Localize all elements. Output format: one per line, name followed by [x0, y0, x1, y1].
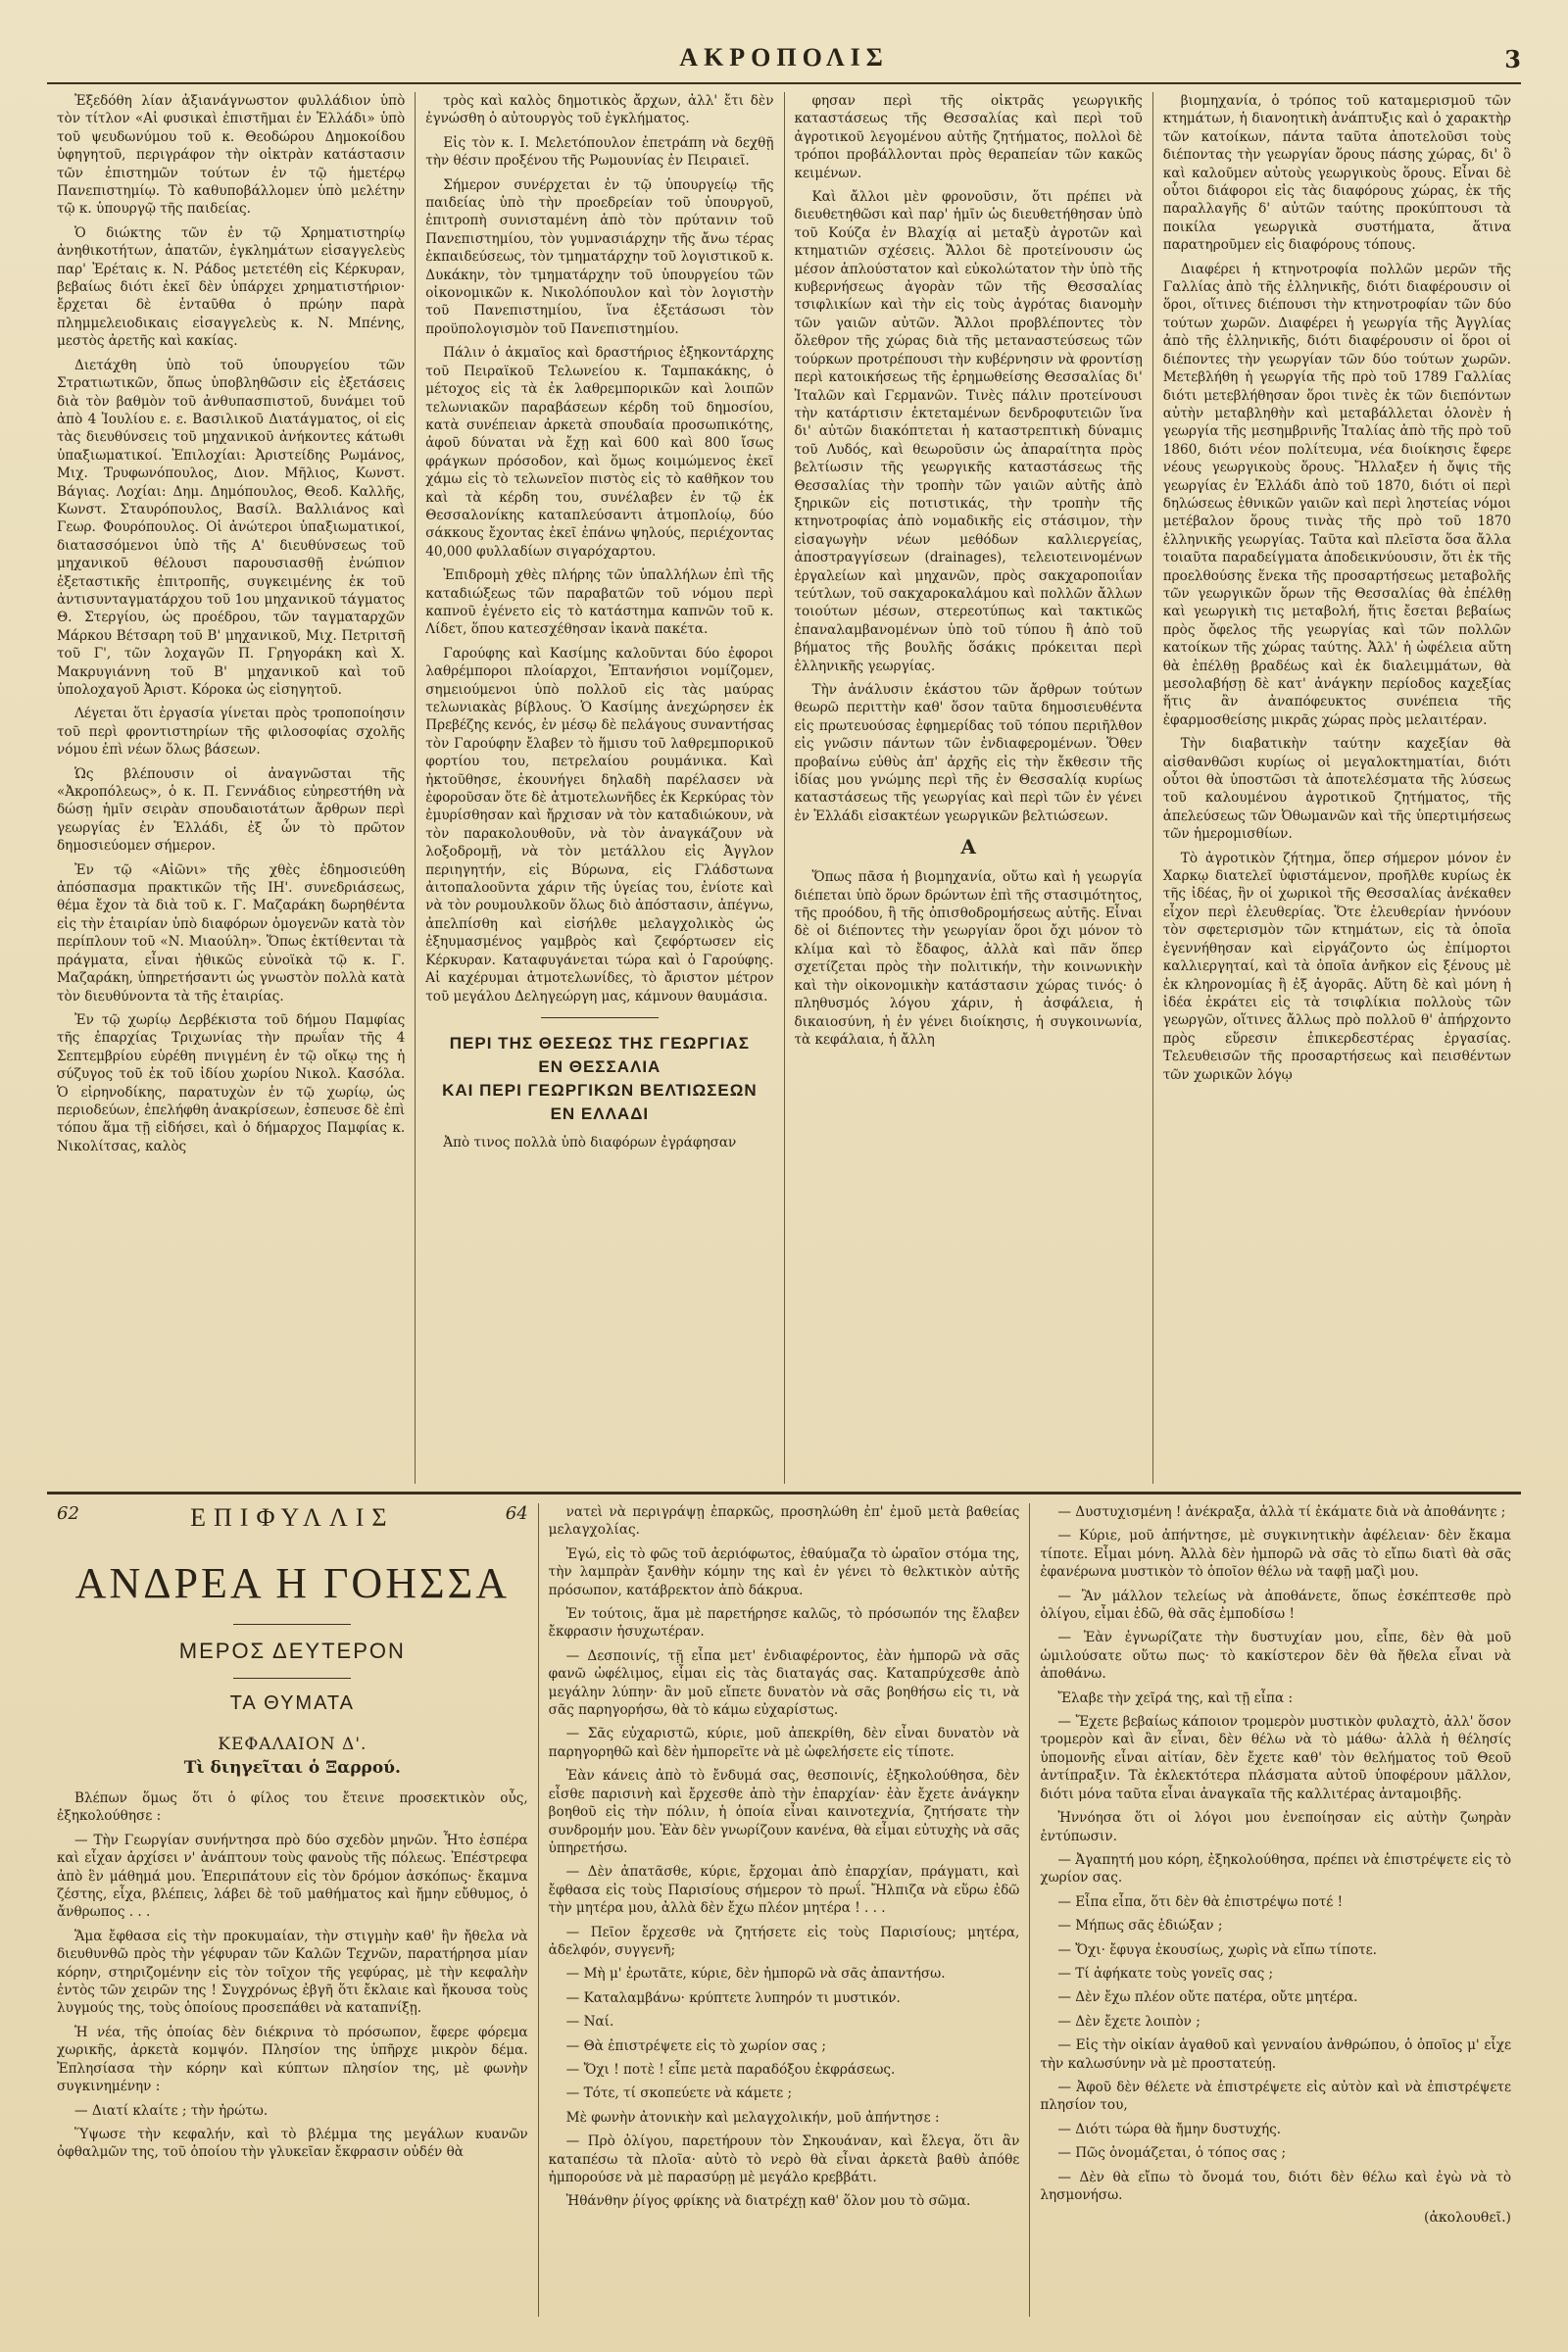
paragraph: — Κύριε, μοῦ ἀπήντησε, μὲ συγκινητικὴν ἀφέλειαν· δὲν ἔκαμα τίποτε. Εἶμαι μόνη. Ἀλλὰ δὲν ἠμπορῶ νὰ σᾶς τὸ εἴπω διατὶ θὰ σᾶς ἐφανέρωνα μυστικὸν τὸ ὁποῖον θέλω νὰ ταφῇ μαζὶ μου.: [1040, 1528, 1512, 1581]
paragraph: — Μήπως σᾶς ἐδιώξαν ;: [1057, 1918, 1223, 1935]
paragraph: Σήμερον συνέρχεται ἐν τῷ ὑπουργείῳ τῆς παιδείας ὑπὸ τὴν προεδρείαν τοῦ ὑπουργοῦ, ἐπιτροπὴ συνισταμένη ἀπὸ τὸν πρύτανιν τοῦ Πανεπιστημίου, τὸν γυμνασιάρχην τῆς ἄνω τέρας ἐκπαιδεύσεως, τὸν τμηματάρχην τοῦ λογιστικοῦ κ. Δυκάκην, τὸν τμηματάρχην τοῦ ὑπουργείου τῶν οἰκονομικῶν κ. Νικολόπουλον καὶ τὸν λογιστὴν τοῦ Πανεπιστημίου, ἵνα ἐξετάσωσι τὸν προϋπολογισμὸν τοῦ Πανεπιστημίου.: [425, 176, 774, 337]
feuilleton-label: ΕΠΙΦΥΛΛΙΣ: [190, 1503, 395, 1532]
feuilleton-rule: [47, 1492, 1521, 1494]
paragraph: — Εἰς τὴν οἰκίαν ἀγαθοῦ καὶ γενναίου ἀνθρώπου, ὁ ὁποῖος μ' εἶχε τὴν καλωσύνην νὰ μὲ προστατεύῃ.: [1040, 2037, 1512, 2072]
paragraph: — Ἐὰν ἐγνωρίζατε τὴν δυστυχίαν μου, εἶπε, δὲν θὰ μοῦ ὡμιλούσατε οὕτω πως· τὸ κακίστερον δὲν θὰ ἤθελα εἶναι νὰ ἀποθάνω.: [1040, 1630, 1512, 1683]
paragraph: Ὡς βλέπουσιν οἱ ἀναγνῶσται τῆς «Ἀκροπόλεως», ὁ κ. Π. Γεννάδιος εὐηρεστήθη νὰ δώσῃ ἡμῖν σειρὰν σπουδαιοτάτων ἄρθρων περὶ γεωργίας ἐν Ἑλλάδι, ἐξ ὧν τὸ πρῶτον δημοσιεύομεν σήμερον.: [57, 765, 406, 855]
feuilleton-header: [57, 1503, 528, 1533]
paragraph: φησαν περὶ τῆς οἰκτρᾶς γεωργικῆς καταστάσεως τῆς Θεσσαλίας καὶ περὶ τοῦ ἀγροτικοῦ λεγομένου αὐτῆς ζητήματος, πολλοὶ δὲ τρόποι προβάλλονται πρὸς θεραπείαν τῶν κακῶς κειμένων.: [794, 93, 1143, 181]
feuilleton-number-right: 64: [505, 1503, 528, 1524]
paragraph: — Θὰ ἐπιστρέψετε εἰς τὸ χωρίον σας ;: [565, 2037, 826, 2054]
paragraph: Ἅμα ἔφθασα εἰς τὴν προκυμαίαν, τὴν στιγμὴν καθ' ἣν ἤθελα νὰ διευθυνθῶ πρὸς τὴν γέφυραν τῶν Καλῶν Τεχνῶν, παρατήρησα μίαν κόρην, στηριζομένην εἰς τὸν τοῖχον τῆς γεφύρας, μὲ τὴν κεφαλὴν ἐντὸς τῶν χειρῶν της ! Συγχρόνως ἐβγῆ ὅτι ἔκλαιε καὶ ἤκουσα τοὺς λυγμούς της, τοὺς ὁποίους προσεπάθει νὰ καταπνίξῃ.: [57, 1928, 528, 2017]
chapter-number: ΚΕΦΑΛΑΙΟΝ Δ'.: [218, 1735, 368, 1754]
novel-title: ΑΝΔΡΕΑ Η ΓΟΗΣΣΑ: [74, 1559, 510, 1607]
paragraph: Τὴν ἀνάλυσιν ἑκάστου τῶν ἄρθρων τούτων θεωρῶ περιττὴν καθ' ὅσον ταῦτα δημοσιευθέντα εἰς πρωτευούσας ἐφημερίδας τοῦ τόπου περιῆλθον εἰς γνῶσιν πάντων τῶν ἐνδιαφερομένων. Ὅθεν προβαίνω εὐθὺς ἀπ' ἀρχῆς εἰς τὴν ἔκθεσιν τῆς ἰδίας μου γνώμης περὶ τῆς ἐν Θεσσαλίᾳ κυρίως καταστάσεως τῆς γεωργίας καὶ περὶ τῶν ἐν γένει ἐν Ἑλλάδι εἰσακτέων γεωργικῶν βελτιώσεων.: [794, 682, 1143, 824]
paragraph: — Δυστυχισμένη ! ἀνέκραξα, ἀλλὰ τί ἐκάματε διὰ νὰ ἀποθάνητε ;: [1057, 1504, 1506, 1520]
paragraph: Ἠθάνθην ῥίγος φρίκης νὰ διατρέχῃ καθ' ὅλον μου τὸ σῶμα.: [565, 2193, 971, 2210]
page-header: [47, 39, 1521, 78]
headline-line: ΕΝ ΕΛΛΑΔΙ: [550, 1103, 650, 1123]
paragraph: Λέγεται ὅτι ἐργασία γίνεται πρὸς τροποποίησιν τοῦ περὶ φροντιστηρίων τῆς φιλοσοφίας σχολῆς νόμου ἐπὶ νέων ὅλως βάσεων.: [57, 706, 406, 759]
paragraph: Βλέπων ὅμως ὅτι ὁ φίλος του ἔτεινε προσεκτικὸν οὖς, ἐξηκολούθησε :: [57, 1790, 528, 1825]
paragraph: — Τὴν Γεωργίαν συνήντησα πρὸ δύο σχεδὸν μηνῶν. Ἦτο ἑσπέρα καὶ εἶχαν ἀρχίσει ν' ἀνάπτουν τοὺς φανοὺς τῆς πόλεως. Ἐπέστρεφα ἀπὸ ἓν μάθημά μου. Ἐπεριπάτουν εἰς τὸν δρόμον ἀσκόπως· ἔκαμνα ζέστης, εἶχα, βλέπεις, λάβει δὲ τοῦ μαθήματος καὶ ἤμην εὔθυμος, ὁ ἄνθρωπος . . .: [57, 1832, 528, 1921]
paragraph: — Καταλαμβάνω· κρύπτετε λυπηρόν τι μυστικόν.: [565, 1989, 901, 2006]
paragraph: — Διατί κλαίτε ; τὴν ἠρώτω.: [74, 2102, 269, 2119]
section-letter: Α: [960, 835, 976, 859]
novel-part: ΜΕΡΟΣ ΔΕΥΤΕΡΟΝ: [178, 1639, 406, 1663]
paragraph: τρὸς καὶ καλὸς δημοτικὸς ἄρχων, ἀλλ' ἔτι δὲν ἐγνώσθη ὁ αὐτουργὸς τοῦ ἐγκλήματος.: [425, 93, 774, 127]
paragraph: — Σᾶς εὐχαριστῶ, κύριε, μοῦ ἀπεκρίθη, δὲν εἶναι δυνατὸν νὰ παρηγορηθῶ καὶ δὲν ἠμπορεῖτε νὰ μὲ ὠφελήσετε εἰς τίποτε.: [548, 1726, 1020, 1760]
headline-line: ΠΕΡΙ ΤΗΣ ΘΕΣΕΩΣ ΤΗΣ ΓΕΩΡΓΙΑΣ: [449, 1033, 750, 1053]
news-column-3-items-b: [795, 868, 1143, 1049]
paragraph: — Ὄχι ! ποτὲ ! εἶπε μετὰ παραδόξου ἐκφράσεως.: [565, 2061, 896, 2078]
paragraph: Διαφέρει ἡ κτηνοτροφία πολλῶν μερῶν τῆς Γαλλίας ἀπὸ τῆς ἑλληνικῆς, διότι διαφέρουσιν οἱ ὅροι, οἵτινες διέπουσι τὴν κτηνοτροφίαν τῶν δύο τούτων χωρῶν. Διαφέρει ἡ γεωργία τῆς Ἀγγλίας ἀπὸ τῆς ἑλληνικῆς, διότι διαφέρουσιν οἱ ὅροι οἱ διέποντες τὴν γεωργίαν τῶν δύο τούτων χωρῶν. Μετεβλήθη ἡ γεωργία τῆς πρὸ τοῦ 1789 Γαλλίας διότι μετεβλήθησαν ὅροι τινὲς ἐκ τῶν διεπόντων αὐτὴν μεταβληθὴν καὶ μεταβάλλεται ὁλονὲν ἡ γεωργία τῆς μεσημβρινῆς Ἰταλίας ἀπὸ τῆς πρὸ τοῦ 1860, διότι νέον πολίτευμα, νέα διοίκησις ἔφερε νέους γεωργικοὺς ὅρους. Ἤλλαξεν ἡ ὄψις τῆς γεωργίας ἐν Ἑλλάδι ἀπὸ τοῦ 1870, διότι οἱ περὶ δηλώσεως ἐθνικῶν γαιῶν καὶ περὶ ληστείας νόμοι μετέβαλον ὅρους τινὰς τῆς πρὸ τοῦ 1870 ἑλληνικῆς γεωργίας. Ταῦτα καὶ πλεῖστα ὅσα ἄλλα τοιαῦτα παραδείγματα ἀποδεικνύουσιν, ὅτι ἐκ τῆς προελθούσης ἕνεκα τῆς προσαρτήσεως μεταβολῆς τῶν γεωργικῶν ὅρων τῆς Θεσσαλίας θὰ ἐπέλθῃ καὶ γεωργικὴ τις μεταβολή, ἥτις ἔσεται βεβαίως πρὸς ὄφελος τῆς γεωργίας καὶ τῶν πολλῶν κατοίκων τῆς χώρας ταύτης. Ἀλλ' ἡ ὠφέλεια αὕτη θὰ ἐπέλθῃ βραδέως καὶ ἐκ διαλειμμάτων, θὰ μεσολαβήσῃ δὲ κατ' ἀνάγκην περίοδος καχεξίας ἥτις ἂν ἀναπόφευκτος συνέπεια τῆς ἐφαρμοσθείσης μικρᾶς χώρας πρὸς μελαιτέραν.: [1162, 261, 1511, 728]
news-column-3: [784, 92, 1152, 1484]
feuilleton-column-2: [538, 1503, 1030, 2317]
paragraph: — Πρὸ ὀλίγου, παρετήρουν τὸν Σηκουάναν, καὶ ἔλεγα, ὅτι ἂν καταπέσω τὰ πλοῖα· αὐτὸ τὸ νερὸ θὰ εἶναι ἀρκετὰ βαθὺ ἀπόθε ἠμπορούσε νὰ μὲ παρασύρῃ μὲ μεγάλο κρεββάτι.: [548, 2133, 1020, 2185]
article-lead: Ἀπὸ τινος πολλὰ ὑπὸ διαφόρων ἐγράφησαν: [443, 1134, 737, 1151]
paragraph: — Δὲν ἔχετε λοιπὸν ;: [1057, 2013, 1200, 2030]
page-number: 3: [1504, 45, 1521, 74]
paragraph: Ἐξεδόθη λίαν ἀξιανάγνωστον φυλλάδιον ὑπὸ τὸν τίτλον «Αἱ φυσικαὶ ἐπιστῆμαι ἐν Ἑλλάδι» ὑπὸ τοῦ ψευδωνύμου τοῦ κ. Θεοδώρου Δημοκοίδου ὑφηγητοῦ, περιγράφον τὴν οἰκτρὰν κατάστασιν τῶν ἐπιστημῶν τούτων ἐν τῷ ἡμετέρῳ Πανεπιστημίῳ. Τὸ καθυποβάλλομεν ὑπὸ μελέτην τῷ κ. ὑπουργῷ τῆς παιδείας.: [57, 93, 406, 218]
header-rule: [47, 82, 1521, 84]
paragraph: — Ὄχι· ἔφυγα ἐκουσίως, χωρὶς νὰ εἴπω τίποτε.: [1057, 1941, 1378, 1958]
paragraph: Πάλιν ὁ ἀκμαῖος καὶ δραστήριος ἐξηκοντάρχης τοῦ Πειραϊκοῦ Τελωνείου κ. Ταμπακάκης, ὁ μέτοχος εἰς τὰ ἐκ λαθρεμπορικῶν καὶ λοιπῶν τελωνιακῶν παραβάσεων κέρδη τοῦ δημοσίου, κατὰ συνέπειαν ἀρκετὰ σπουδαία προσωπικότης, ἀφοῦ δύναται νὰ ἔχῃ καὶ 600 καὶ 800 ἴσως φράγκων πρόσοδον, καὶ ὅμως κοιμώμενος ἐκεῖ χάμω εἰς τὸ τελωνεῖον πιστὸς εἰς τὸ καθῆκον του καὶ τὰ κέρδη του, συνέλαβεν ἐν τῷ ἐκ Θεσσαλονίκης καταπλεύσαντι ἀτμοπλοίῳ, δύο σάκκους ἔχοντας ἐκεῖ ἐπάνω ψηλούς, περιέχοντας 40,000 φυλλαδίων σιγαρόχαρτου.: [425, 345, 774, 560]
separator: [233, 1624, 351, 1625]
feuilleton: [47, 1503, 1521, 2317]
news-column-2-items: [425, 92, 773, 1005]
paragraph: Ἐγώ, εἰς τὸ φῶς τοῦ ἀεριόφωτος, ἐθαύμαζα τὸ ὡραῖον στόμα της, τὴν λαμπρὰν ξανθὴν κόμην της καὶ ἐν γένει τὸ θελκτικὸν αὐτῆς πρόσωπον, κατάβρεκτον ἀπὸ δάκρυα.: [548, 1545, 1020, 1598]
paragraph: — Ἀφοῦ δὲν θέλετε νὰ ἐπιστρέψετε εἰς αὐτὸν καὶ νὰ ἐπιστρέψετε πλησίον του,: [1040, 2079, 1512, 2114]
paragraph: Τὸ ἀγροτικὸν ζήτημα, ὅπερ σήμερον μόνον ἐν Χαρκῳ διατελεῖ ὑφιστάμενον, προῆλθε κυρίως ἐκ τῆς ἰδέας, ἣν οἱ χωρικοὶ τῆς Θεσσαλίας ἀνέκαθεν εἶχον περὶ ἐλευθερίας. Ὅτε ἐλευθερίαν ἠννόουν τὸν σφετερισμὸν τῶν κτημάτων, εἰς τὰ ὁποῖα ἐγεννήθησαν καὶ εἰργάζοντο ὡς ἐπίμορτοι καλλιεργηταί, καὶ τὰ ὁποῖα ἀνῆκον εἰς ξένους μὲ ἐκ κληρονομίας ἢ ἐξ ἀγορᾶς. Αὕτη δὲ καὶ μόνη ἡ ἰδέα ἐκράτει εἰς τὰ τσιφλίκια πολλοὺς τῶν γεωργῶν, οἵτινες ἄλλως πρὸ πολλοῦ θ' ἀπήρχοντο πρὸς εὕρεσιν ἐπικερδεστέρας ἐργασίας. Τελευθεισῶν τῆς προσαρτήσεως καὶ πεισθέντων τῶν χωρικῶν λόγῳ: [1162, 850, 1511, 1083]
paragraph: Ἐν τούτοις, ἅμα μὲ παρετήρησε καλῶς, τὸ πρόσωπόν της ἔλαβεν ἔκφρασιν ἡσυχωτέραν.: [548, 1606, 1020, 1641]
feuilleton-column-1: [47, 1503, 538, 2317]
paragraph: — Πῶς ὀνομάζεται, ὁ τόπος σας ;: [1057, 2145, 1287, 2162]
paragraph: — Πεῖον ἔρχεσθε νὰ ζητήσετε εἰς τοὺς Παρισίους; μητέρα, ἀδελφόν, συγγενῆ;: [548, 1924, 1020, 1958]
paragraph: Ἠννόησα ὅτι οἱ λόγοι μου ἐνεποίησαν εἰς αὐτὴν ζωηρὰν ἐντύπωσιν.: [1040, 1810, 1512, 1844]
news-column-1: [47, 92, 415, 1484]
news-column-4: [1152, 92, 1521, 1484]
paragraph: Καὶ ἄλλοι μὲν φρονοῦσιν, ὅτι πρέπει νὰ διευθετηθῶσι καὶ παρ' ἡμῖν ὡς διευθετήθησαν ὑπὸ τοῦ Κούζα ἐν Βλαχίᾳ αἱ μεταξὺ ἀγροτῶν καὶ κτηματιῶν σχέσεις. Ἄλλοι δὲ προτείνουσιν ὡς μέσον ἁπλούστατον καὶ εὐκολώτατον τὴν ὑπὸ τῆς κυβερνήσεως ἀγορὰν τῶν τῆς Θεσσαλίας τσιφλικίων καὶ τὴν εἰς τοὺς ἀγρότας διανομὴν τῶν γαιῶν αὐτῶν. Ἄλλοι προβλέποντες τὸν ὄλεθρον τῆς χώρας διὰ τῆς μεταναστεύσεως τῶν τούρκων προτρέπουσι τὴν κυβέρνησιν νὰ φροντίσῃ περὶ κατοικήσεως τῆς ἐρημωθείσης Θεσσαλίας δι' Ἰταλῶν καὶ Γερμανῶν. Τινὲς πάλιν προτείνουσι τὴν κατάρτισιν ἐκτεταμένων δενδροφυτειῶν ἵνα δι' αὐτῶν διακόπτεται ἡ καταστρεπτικὴ δύναμις τοῦ Λυδός, καὶ θεωροῦσιν ὡς ἀπαραίτητα πρὸς βελτίωσιν τῆς γεωργικῆς καταστάσεως τῆς Θεσσαλίας τὴν τροπὴν τῶν γαιῶν αὐτῆς ἀπὸ ξηρικῶν εἰς ποτιστικάς, τὴν τροπὴν τῆς κτηνοτροφίας ἀπὸ νομαδικῆς εἰς στάσιμον, τὴν εἰσαγωγὴν νέων μεθόδων καλλιεργείας, ἀποστραγγίσεων (drainages), τελειοτεινομένων ἐργαλείων καὶ μηχανῶν, πρὸς σακχαροποιΐαν τεύτλων, τοῦ σακχαροκαλάμου καὶ πολλῶν ἄλλων τοιούτων μέσων, στερεοτύπως καὶ τακτικῶς ἐπαναλαμβανομένων ὑπὸ τοῦ τύπου ἢ ἀπὸ τοῦ βήματος τῆς βουλῆς ὅσάκις πρόκειται περὶ ἑλληνικῆς γεωργίας.: [794, 189, 1143, 674]
paragraph: Ὁ διώκτης τῶν ἐν τῷ Χρηματιστηρίῳ ἀνηθικοτήτων, ἀπατῶν, ἐγκλημάτων εἰσαγγελεὺς παρ' Ἐρέταις κ. Ν. Ράδος μετετέθη εἰς Κέρκυραν, βεβαίως διότι ἐκεῖ δὲν ὑπάρχει χρηματιστήριον· ἔρχεται δὲ ἐνταῦθα ὁ πρώην παρὰ πλημμελειοδικαις εἰσαγγελεὺς κ. Ν. Μπένης, μεστὸς ἀρετῆς καὶ κακίας.: [57, 224, 406, 350]
feuilleton-column-3: [1029, 1503, 1521, 2317]
paragraph: Ἐὰν κάνεις ἀπὸ τὸ ἔνδυμά σας, θεσποινίς, ἐξηκολούθησα, δὲν εἶσθε παρισινὴ καὶ ἔρχεσθε ἀπὸ τὴν ἐπαρχίαν· ἐὰν ἔχετε ἀνάγκην βοηθοῦ εἰς τὴν πόλιν, ἡ ὁποία εἶναι καινοτεχνία, ζητήσατε τὴν συνδρομήν μου. Ἐὰν δὲν γνωρίζουν κανένα, θὰ εἶμαι εὐτυχὴς νὰ σᾶς ὑπηρετήσω.: [548, 1768, 1020, 1856]
paragraph: Ἐν τῷ «Αἰῶνι» τῆς χθὲς ἐδημοσιεύθη ἀπόσπασμα πρακτικῶν τῆς ΙΗ'. συνεδριάσεως, θέμα ἔχον τὰ διὰ τοῦ κ. Γ. Μαζαράκη δωρηθέντα εἰς τὴν ἑταιρίαν ὑπὸ διαφόρων ὁμογενῶν κατὰ τὸν περίπλουν τοῦ «Ν. Μιαούλη». Ὅπως ἐκτίθενται τὰ πράγματα, εἶναι ἠθικῶς εὐνοϊκὰ τῷ κ. Γ. Μαζαράκη, ὑπηρετήσαντι ὡς γνωστὸν πολλὰ κατὰ τὸν διευθύνοντα τὰ τῆς ἑταιρίας.: [57, 861, 406, 1004]
paragraph: Ἡ νέα, τῆς ὁποίας δὲν διέκρινα τὸ πρόσωπον, ἔφερε φόρεμα χωρικῆς, ἀρκετὰ κομψόν. Πλησίον της ὑπῆρχε μικρὸν δέμα. Ἐπλησίασα τὴν κόρην καὶ κύπτων πλησίον της, μὲ φωνὴν συγκινημένην :: [57, 2024, 528, 2095]
paragraph: Ἐπιδρομὴ χθὲς πλήρης τῶν ὑπαλλήλων ἐπὶ τῆς καταδιώξεως τῶν παραβατῶν τοῦ νόμου περὶ καπνοῦ ἐγένετο εἰς τὸ κατάστημα καπνῶν τοῦ κ. Λίδετ, ὅπου κατεσχέθησαν ἱκανὰ πακέτα.: [425, 567, 774, 638]
paragraph: — Δὲν ἀπατᾶσθε, κύριε, ἔρχομαι ἀπὸ ἐπαρχίαν, πράγματι, καὶ ἔφθασα εἰς τοὺς Παρισίους σήμερον τὸ πρωΐ. Ἤλπιζα νὰ εὕρω ἐδῶ τὴν μητέρα μου, ἀλλὰ δὲν ἔχω πλέον μητέρα ! . . .: [548, 1864, 1020, 1917]
feuilleton-column-1-text: [57, 1789, 528, 2162]
paragraph: βιομηχανία, ὁ τρόπος τοῦ καταμερισμοῦ τῶν κτημάτων, ἡ διανοητικὴ ἀνάπτυξις καὶ ὁ χαρακτὴρ τῶν κατοίκων, πάντα ταῦτα ἀποτελοῦσι τοὺς διέποντας τὴν γεωργίαν ὅρους πάσης χώρας, δι' ὃ καὶ καλοῦμεν αὐτοὺς γεωργικοὺς ὅρους. Εἶναι δὲ οὗτοι διάφοροι εἰς τὰς διαφόρους χώρας, ἐκ τῆς παραλλαγῆς δ' αὐτῶν ταύτης προκύπτουσι τὰ ποικίλα γεωργικὰ συστήματα, ἅτινα παρατηροῦμεν εἰς διαφόρους τόπους.: [1162, 93, 1511, 254]
paragraph: Εἰς τὸν κ. Ι. Μελετόπουλον ἐπετράπη νὰ δεχθῇ τὴν θέσιν προξένου τῆς Ρωμουνίας ἐν Πειραιεῖ.: [425, 134, 774, 170]
newspaper-title: ΑΚΡΟΠΟΛΙΣ: [679, 43, 889, 72]
news-column-3-items: [795, 92, 1143, 825]
article-headline: [425, 1032, 773, 1126]
separator: [233, 1678, 351, 1679]
paragraph: — Τότε, τί σκοπεύετε νὰ κάμετε ;: [565, 2085, 793, 2102]
paragraph: Μὲ φωνὴν ἀτονικὴν καὶ μελαγχολικήν, μοῦ ἀπήντησε :: [565, 2109, 940, 2126]
news-columns: [47, 92, 1521, 1484]
paragraph: νατεὶ νὰ περιγράψῃ ἐπαρκῶς, προσηλώθη ἐπ' ἐμοῦ μετὰ βαθείας μελαγχολίας.: [548, 1504, 1020, 1539]
novel-subtitle: ΤΑ ΘΥΜΑΤΑ: [229, 1692, 356, 1714]
paragraph: Ὕψωσε τὴν κεφαλήν, καὶ τὸ βλέμμα της μεγάλων κυανῶν ὀφθαλμῶν της, τοῦ ὁποίου τὴν γλυκεῖαν ἔκφρασιν οὐδέν θὰ: [57, 2126, 528, 2161]
paragraph: Ἐν τῷ χωρίῳ Δερβέκιστα τοῦ δήμου Παμφίας τῆς ἐπαρχίας Τριχωνίας τὴν πρωΐαν τῆς 4 Σεπτεμβρίου εὑρέθη πνιγμένη ἐν τῷ οἴκῳ της ἡ σύζυγος τοῦ ἐκ τοῦ ἰδίου χωρίου Νικολ. Κασόλα. Ὁ εἰρηνοδίκης, παρατυχὼν ἐν τῷ χωρίῳ, ὡς περιοδεύων, ἐπελήφθη ἀνακρίσεων, ἐσπευσε δὲ ἐπὶ τόπου ἅμα τῇ εἰδήσει, καὶ ὁ δήμαρχος Παμφίας κ. Νικολίτσας, καλὸς: [57, 1011, 406, 1154]
paragraph: Διετάχθη ὑπὸ τοῦ ὑπουργείου τῶν Στρατιωτικῶν, ὅπως ὑποβληθῶσιν εἰς ἐξετάσεις διὰ τὸν βαθμὸν τοῦ ἀνθυπασπιστοῦ, δυνάμει τοῦ ἀπὸ 4 Ἰουλίου ε. ε. Βασιλικοῦ Διατάγματος, οἱ εἰς τὰς διευθύνσεις τοῦ μηχανικοῦ ἀνήκοντες κάτωθι ὑπαξιωματικοί. Ἐπιλοχίαι: Ἀριστείδης Ρωμάνος, Μιχ. Τρυφωνόπουλος, Διον. Μῆλιος, Κωνστ. Βάγιας. Λοχίαι: Δημ. Δημόπουλος, Θεοδ. Καλλῆς, Κωνστ. Σταυρόπουλος, Βασίλ. Βαλλιάνος καὶ Γεωρ. Φουρόπουλος. Οἱ ἀνώτεροι ὑπαξιωματικοί, διατασσόμενοι ὑπὸ τῆς Α' διευθύνσεως τοῦ μηχανικοῦ θέλουσι παρουσιασθῇ ἐνώπιον ἐξεταστικῆς ἐπιτροπῆς, συγκειμένης ἐκ τοῦ ἀντισυνταγματάρχου τοῦ 1ου μηχανικοῦ τάγματος Θ. Στεργίου, ὡς προέδρου, τῶν ταγματαρχῶν Μάρκου Βέτσαρη τοῦ Β' μηχανικοῦ, Μιχ. Πετριτσῆ τοῦ Γ', τῶν λοχαγῶν Π. Γρηγοράκη καὶ Χ. Μακρυγιάννη τοῦ Β' μηχανικοῦ καὶ τοῦ ὑπολοχαγοῦ Ἀριστ. Κόροκα ὡς εἰσηγητοῦ.: [57, 357, 406, 698]
paragraph: — Εἶπα εἶπα, ὅτι δὲν θὰ ἐπιστρέψω ποτέ !: [1057, 1893, 1344, 1910]
paragraph: — Δὲν ἔχω πλέον οὔτε πατέρα, οὔτε μητέρα.: [1057, 1989, 1358, 2006]
paragraph: — Ἂν μάλλον τελείως νὰ ἀποθάνετε, ὅπως ἐσκέπτεσθε πρὸ ὀλίγου, εἶμαι ἐδῶ, θὰ σᾶς ἐμποδίσω !: [1040, 1588, 1512, 1623]
continued-note: (ἀκολουθεῖ.): [1424, 2210, 1512, 2227]
paragraph: Τὴν διαβατικὴν ταύτην καχεξίαν θὰ αἰσθανθῶσι κυρίως οἱ μεγαλοκτηματίαι, διότι οὗτοι θὰ ὑποστῶσι τὰ ἀποτελέσματα τῆς λύσεως τοῦ καλουμένου ἀγροτικοῦ ζητήματος, τῆς ἀπελεύσεως τῶν Ὀθωμανῶν καὶ τῆς ὑπερτιμήσεως τῶν ἡμερομισθίων.: [1162, 736, 1511, 843]
paragraph: — Ἔχετε βεβαίως κάποιον τρομερὸν μυστικὸν φυλαχτὸ, ἀλλ' ὅσον τρομερὸν καὶ ἂν εἶναι, δὲν θέλω νὰ τὸ μάθω· ἀλλὰ ἡ θέλησίς ὑπομονῆς εἶναι αἰτίαν, δὲν ἔχετε καθ' τὸν θελήματος τοῦ Θεοῦ ἀντίπραξιν. Τὰ ἐκλεκτότερα πλάσματα αὐτοῦ ὑποφέρουν μᾶλλον, διότι μόνα ταῦτα εἶναι ἀναγκαῖα τῆς καλλιτέρας ἀνταμοιβῆς.: [1040, 1714, 1512, 1802]
headline-line: ΚΑΙ ΠΕΡΙ ΓΕΩΡΓΙΚΩΝ ΒΕΛΤΙΩΣΕΩΝ: [442, 1080, 758, 1100]
feuilleton-number-left: 62: [57, 1503, 79, 1524]
paragraph: — Διότι τώρα θὰ ἤμην δυστυχής.: [1057, 2121, 1282, 2137]
headline-line: ΕΝ ΘΕΣΣΑΛΙΑ: [538, 1056, 662, 1076]
paragraph: — Ναί.: [565, 2014, 614, 2031]
paragraph: — Τί ἀφήκατε τοὺς γονεῖς σας ;: [1057, 1965, 1274, 1982]
feuilleton-column-3-text: [1040, 1503, 1511, 2204]
paragraph: Ὅπως πᾶσα ἡ βιομηχανία, οὕτω καὶ ἡ γεωργία διέπεται ὑπὸ ὅρων δρώντων ἐπὶ τῆς στασιμότητος, τῆς προόδου, ἢ τῆς ὀπισθοδρομήσεως αὐτῆς. Εἶναι δὲ οἱ διέποντες τὴν γεωργίαν ὅροι ὄχι μόνον τὸ κλίμα καὶ τὸ ἔδαφος, ἀλλὰ καὶ πᾶν ὅπερ σχετίζεται πρὸς τὴν πολιτικήν, τὴν κοινωνικὴν καὶ τὴν οἰκονομικὴν κατάστασιν χώρας τινός· ὁ πληθυσμός λόγου χάριν, ἡ ἀσφάλεια, ἡ δικαιοσύνη, ἡ ἐν γένει διοίκησις, ἡ συγκοινωνία, τὰ κεφάλαια, ἡ ἄλλη: [794, 869, 1143, 1048]
chapter-title: Τὶ διηγεῖται ὁ Ξαρρού.: [183, 1758, 401, 1778]
paragraph: — Ἀγαπητή μου κόρη, ἐξηκολούθησα, πρέπει νὰ ἐπιστρέψετε εἰς τὸ χωρίον σας.: [1040, 1851, 1512, 1886]
separator: [541, 1017, 659, 1018]
paragraph: Γαρούφης καὶ Κασίμης καλοῦνται δύο ἐφοροι λαθρέμποροι πλοίαρχοι, Ἐπτανήσιοι νομίζομεν, σημειούμενοι ὑπὸ πολλοῦ εἰς τὰς μαύρας τελωνιακὰς βίβλους. Ὁ Κασίμης ἀνεχώρησεν ἐκ Πρεβέζης κενός, ἐν μέσῳ δὲ πελάγους συναντήσας τὸν Γαρούφην ἔλαβεν τὸ ἥμισυ τοῦ λαθρεμπορικοῦ φορτίου του, πετρελαίου ρουμάνικα. Καὶ ἠκτοῦθησε, ἐκουνήγει δηλαδὴ παρέλασεν νὰ ἐφοροῦσαν ὅτε δὲ ἀτμοτελωνῆδες ἐκ Κερκύρας τὸν ἐμυρίσθησαν καὶ ἤρχισαν νὰ τὸν καταδιώκουν, νὰ τὸν παρακολουθοῦν, νὰ τὸν ἀναγκάζουν νὰ λοξοδρομῇ, νὰ τὸν μετάλλου εἰς Ἀγγλον περιηγητήν, εἰς Βύρωνα, εἰς Γλάδστωνα ἀιτοπαλοοῦντα χάριν τῆς ὑγείας του, ἐνίοτε καὶ νὰ τὸν ρουμουλκοῦν ὅλως διὸ ἀπόστασιν, ἀπέγνω, ἀπελπίσθη καὶ εἰσήλθε μελαγχολικὸς ὡς ἐξηυμασμένος γαμβρὸς καὶ ζεφόρτωσεν εἰς Κέρκυραν. Καταφυγάνεται τώρα καὶ ὁ Γαρούφης. Αἱ καχέρυμαι ἀτμοτελωνίδες, τὸ ἄριστον μέτρον τοῦ μεγάλου Δεληγεώργη μας, κάμνουν θαυμάσια.: [425, 645, 774, 1004]
paragraph: — Δὲν θὰ εἴπω τὸ ὄνομά του, διότι δὲν θέλω καὶ ἐγὼ νὰ τὸ λησμονήσω.: [1040, 2169, 1512, 2203]
paragraph: Ἔλαβε τὴν χεῖρά της, καὶ τῇ εἶπα :: [1057, 1690, 1294, 1706]
news-column-2: [415, 92, 783, 1484]
paragraph: — Μὴ μ' ἐρωτᾶτε, κύριε, δὲν ἠμπορῶ νὰ σᾶς ἀπαντήσω.: [565, 1966, 946, 1983]
paragraph: — Δεσποινίς, τῇ εἶπα μετ' ἐνδιαφέροντος, ἐὰν ἠμπορῶ νὰ σᾶς φανῶ ὠφέλιμος, εἶμαι εἰς τὰς διαταγάς σας. Καταπρύχεσθε ἀπὸ μεγάλην λύπην· ἂν μοῦ εἴπετε δυνατὸν νὰ σᾶς βοηθήσω εἰς τι, νὰ σᾶς παρηγορήσω, θὰ τὸ κάμω εὐχαρίστως.: [548, 1647, 1020, 1719]
